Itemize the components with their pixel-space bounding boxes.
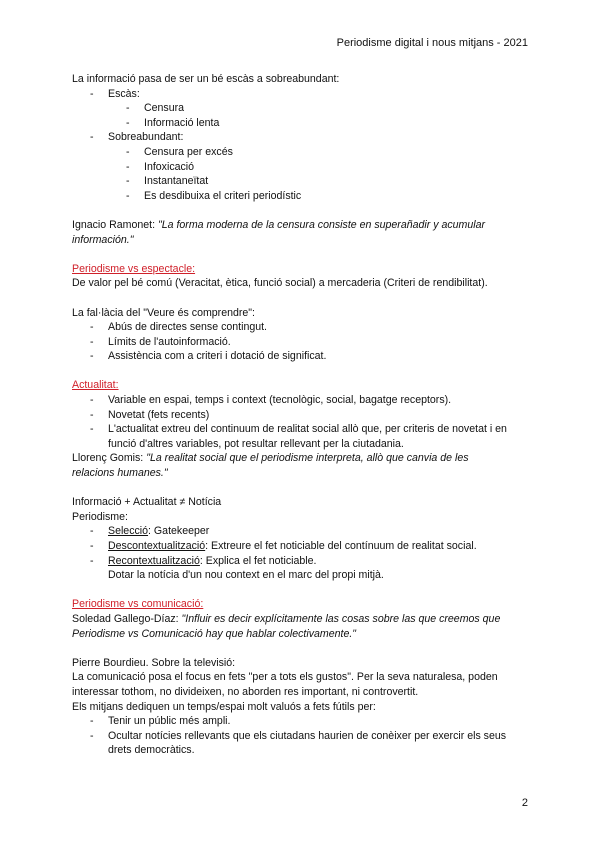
quote-text: "La realitat social que el periodisme interpreta, allò que canvia de les xyxy=(146,452,469,465)
section-heading: Periodisme vs comunicació: xyxy=(72,598,204,611)
page-number: 2 xyxy=(521,797,528,809)
quote-text: "La forma moderna de la censura consiste en superañadir y acumular xyxy=(157,218,486,231)
quote-author: Soledad Gallego-Díaz: xyxy=(72,612,182,625)
section-heading: Actualitat: xyxy=(72,379,119,392)
quote-text: información." xyxy=(72,233,134,246)
section-intro: La fal·làcia del "Veure és comprendre": xyxy=(72,306,256,319)
quote-text: "Influir es decir explícitamente las cosas sobre las que creemos que xyxy=(181,612,501,625)
document-body xyxy=(72,72,532,758)
quote-text: Periodisme vs Comunicació hay que hablar colectivamente." xyxy=(72,627,357,640)
section-title: Pierre Bourdieu. Sobre la televisió: xyxy=(72,656,236,669)
list-item: - Límits de l'autoinformació. xyxy=(72,335,532,350)
paragraph: interessar tothom, no divideixen, no aborden res important, ni controvertit. xyxy=(72,685,419,698)
paragraph: Els mitjans dediquen un temps/espai molt valuós a fets fútils per: xyxy=(72,700,376,713)
list-item xyxy=(72,524,532,539)
list-item: - Ocultar notícies rellevants que els ciutadans haurien de conèixer per exercir els seus xyxy=(72,729,532,744)
sub-list-item: - Infoxicació xyxy=(72,160,532,175)
list-item: - Escàs: xyxy=(72,87,532,102)
list-item xyxy=(72,539,532,554)
list-item-continuation: Dotar la notícia d'un nou context en el marc del propi mitjà. xyxy=(108,569,384,582)
sub-list-item: - Instantaneïtat xyxy=(72,174,532,189)
sub-list-item: - Censura per excés xyxy=(72,145,532,160)
section-heading: Periodisme vs espectacle: xyxy=(72,262,196,275)
list-item: - Tenir un públic més ampli. xyxy=(72,714,532,729)
page-header: Periodisme digital i nous mitjans - 2021 xyxy=(336,37,528,49)
list-item: - L'actualitat extreu del continuum de realitat social allò que, per criteris de novetat i en xyxy=(72,422,532,437)
paragraph: La comunicació posa el focus en fets "per a tots els gustos". Per la seva naturalesa, poden xyxy=(72,671,498,684)
quote-gallego xyxy=(72,612,532,627)
term-description: : Explica el fet noticiable. xyxy=(199,554,317,567)
list-item: - Assistència com a criteri i dotació de significat. xyxy=(72,349,532,364)
list-item: - Sobreabundant: xyxy=(72,130,532,145)
list-item: - Abús de directes sense contingut. xyxy=(72,320,532,335)
list-item-continuation: funció d'altres variables, pot resultar rellevant per la ciutadania. xyxy=(108,437,404,450)
quote-text: relacions humanes." xyxy=(72,467,168,480)
term: Descontextualització xyxy=(108,540,206,552)
section-intro: La informació pasa de ser un bé escàs a sobreabundant: xyxy=(72,73,340,85)
quote-author: Llorenç Gomis: xyxy=(72,452,147,465)
sub-list-item: - Es desdibuixa el criteri periodístic xyxy=(72,189,532,204)
formula: Informació + Actualitat ≠ Notícia xyxy=(72,496,222,509)
section-label: Periodisme: xyxy=(72,510,128,523)
term-description: : Extreure el fet noticiable del contínuum de realitat social. xyxy=(205,540,477,552)
list-item xyxy=(72,554,532,569)
list-item: - Variable en espai, temps i context (tecnològic, social, bagatge receptors). xyxy=(72,393,532,408)
paragraph: De valor pel bé comú (Veracitat, ètica, funció social) a mercaderia (Criteri de rendibilitat). xyxy=(72,277,488,290)
term-description: : Gatekeeper xyxy=(148,525,210,538)
quote-ramonet xyxy=(72,218,532,233)
sub-list-item: - Censura xyxy=(72,101,532,116)
term: Selecció xyxy=(108,525,149,538)
term: Recontextualització xyxy=(108,554,200,567)
sub-list-item: - Informació lenta xyxy=(72,116,532,131)
list-item-continuation: drets democràtics. xyxy=(108,744,195,757)
quote-gomis xyxy=(72,451,532,466)
list-item: - Novetat (fets recents) xyxy=(72,408,532,423)
quote-author: Ignacio Ramonet: xyxy=(72,218,158,231)
